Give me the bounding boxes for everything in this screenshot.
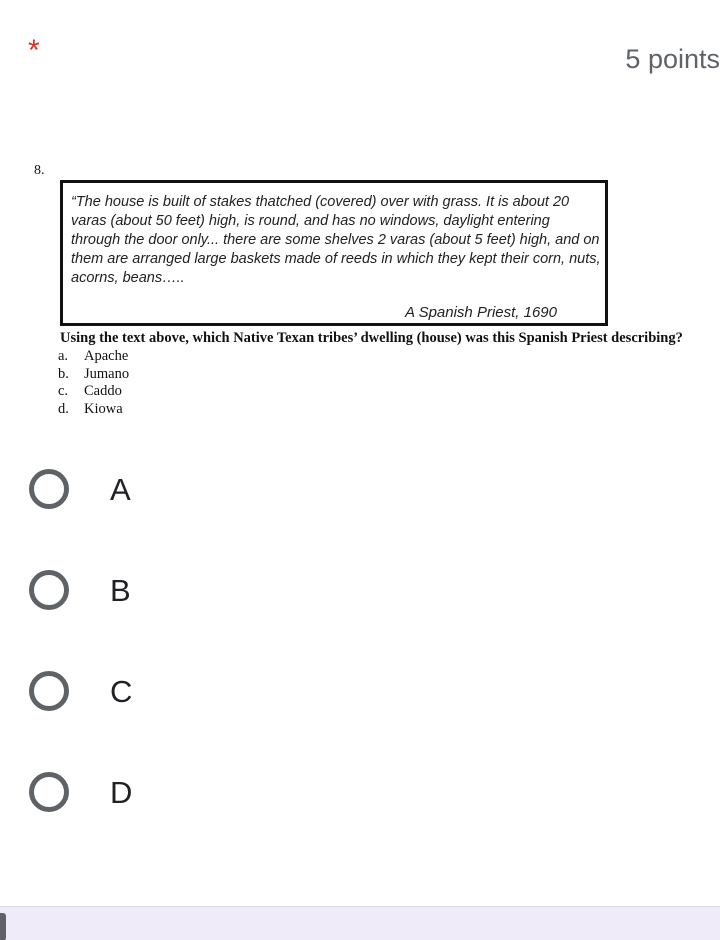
- option-c[interactable]: [0, 668, 720, 769]
- question-image: [0, 150, 720, 430]
- choice-letter: c.: [58, 383, 69, 399]
- option-d[interactable]: [0, 769, 720, 870]
- quote-box: [60, 180, 608, 326]
- choice-item: [58, 366, 129, 384]
- drag-handle[interactable]: [0, 913, 6, 940]
- choice-letter: b.: [58, 365, 69, 382]
- choice-letter: a.: [58, 348, 69, 364]
- choice-text: Apache: [84, 348, 129, 364]
- choice-text: Jumano: [84, 365, 130, 382]
- quote-source: A Spanish Priest, 1690: [404, 304, 557, 321]
- points-label: 5 points: [625, 44, 720, 74]
- radio-button-d[interactable]: [29, 772, 69, 812]
- choice-item: [58, 348, 129, 366]
- option-label[interactable]: B: [110, 573, 131, 608]
- radio-button-a[interactable]: [29, 469, 69, 509]
- answer-options: [0, 466, 720, 870]
- option-a[interactable]: [0, 466, 720, 567]
- bottom-bar: [0, 906, 720, 940]
- required-indicator: *: [28, 34, 40, 67]
- radio-button-b[interactable]: [29, 570, 69, 610]
- question-text: Using the text above, which Native Texan tribes’ dwelling (house) was this Spanish Priest describing?: [60, 330, 683, 346]
- choice-list: [58, 348, 129, 418]
- quote-text: “The house is built of stakes thatched (covered) over with grass. It is about 20 varas (about 50 feet) high, is round, and has no windows, daylight entering through the door only... there are some shelves 2 varas (about 5 feet) high, and on them are arranged large baskets made of reeds in which they kept their corn, nuts, acorns, beans…..: [71, 194, 601, 286]
- choice-text: Kiowa: [84, 400, 123, 417]
- choice-item: [58, 401, 129, 419]
- choice-item: [58, 383, 129, 401]
- option-label[interactable]: C: [110, 674, 133, 709]
- option-label[interactable]: D: [110, 775, 133, 810]
- choice-letter: d.: [58, 400, 69, 417]
- choice-text: Caddo: [84, 383, 122, 399]
- option-label[interactable]: A: [110, 472, 131, 507]
- question-number: 8.: [34, 163, 45, 178]
- radio-button-c[interactable]: [29, 671, 69, 711]
- option-b[interactable]: [0, 567, 720, 668]
